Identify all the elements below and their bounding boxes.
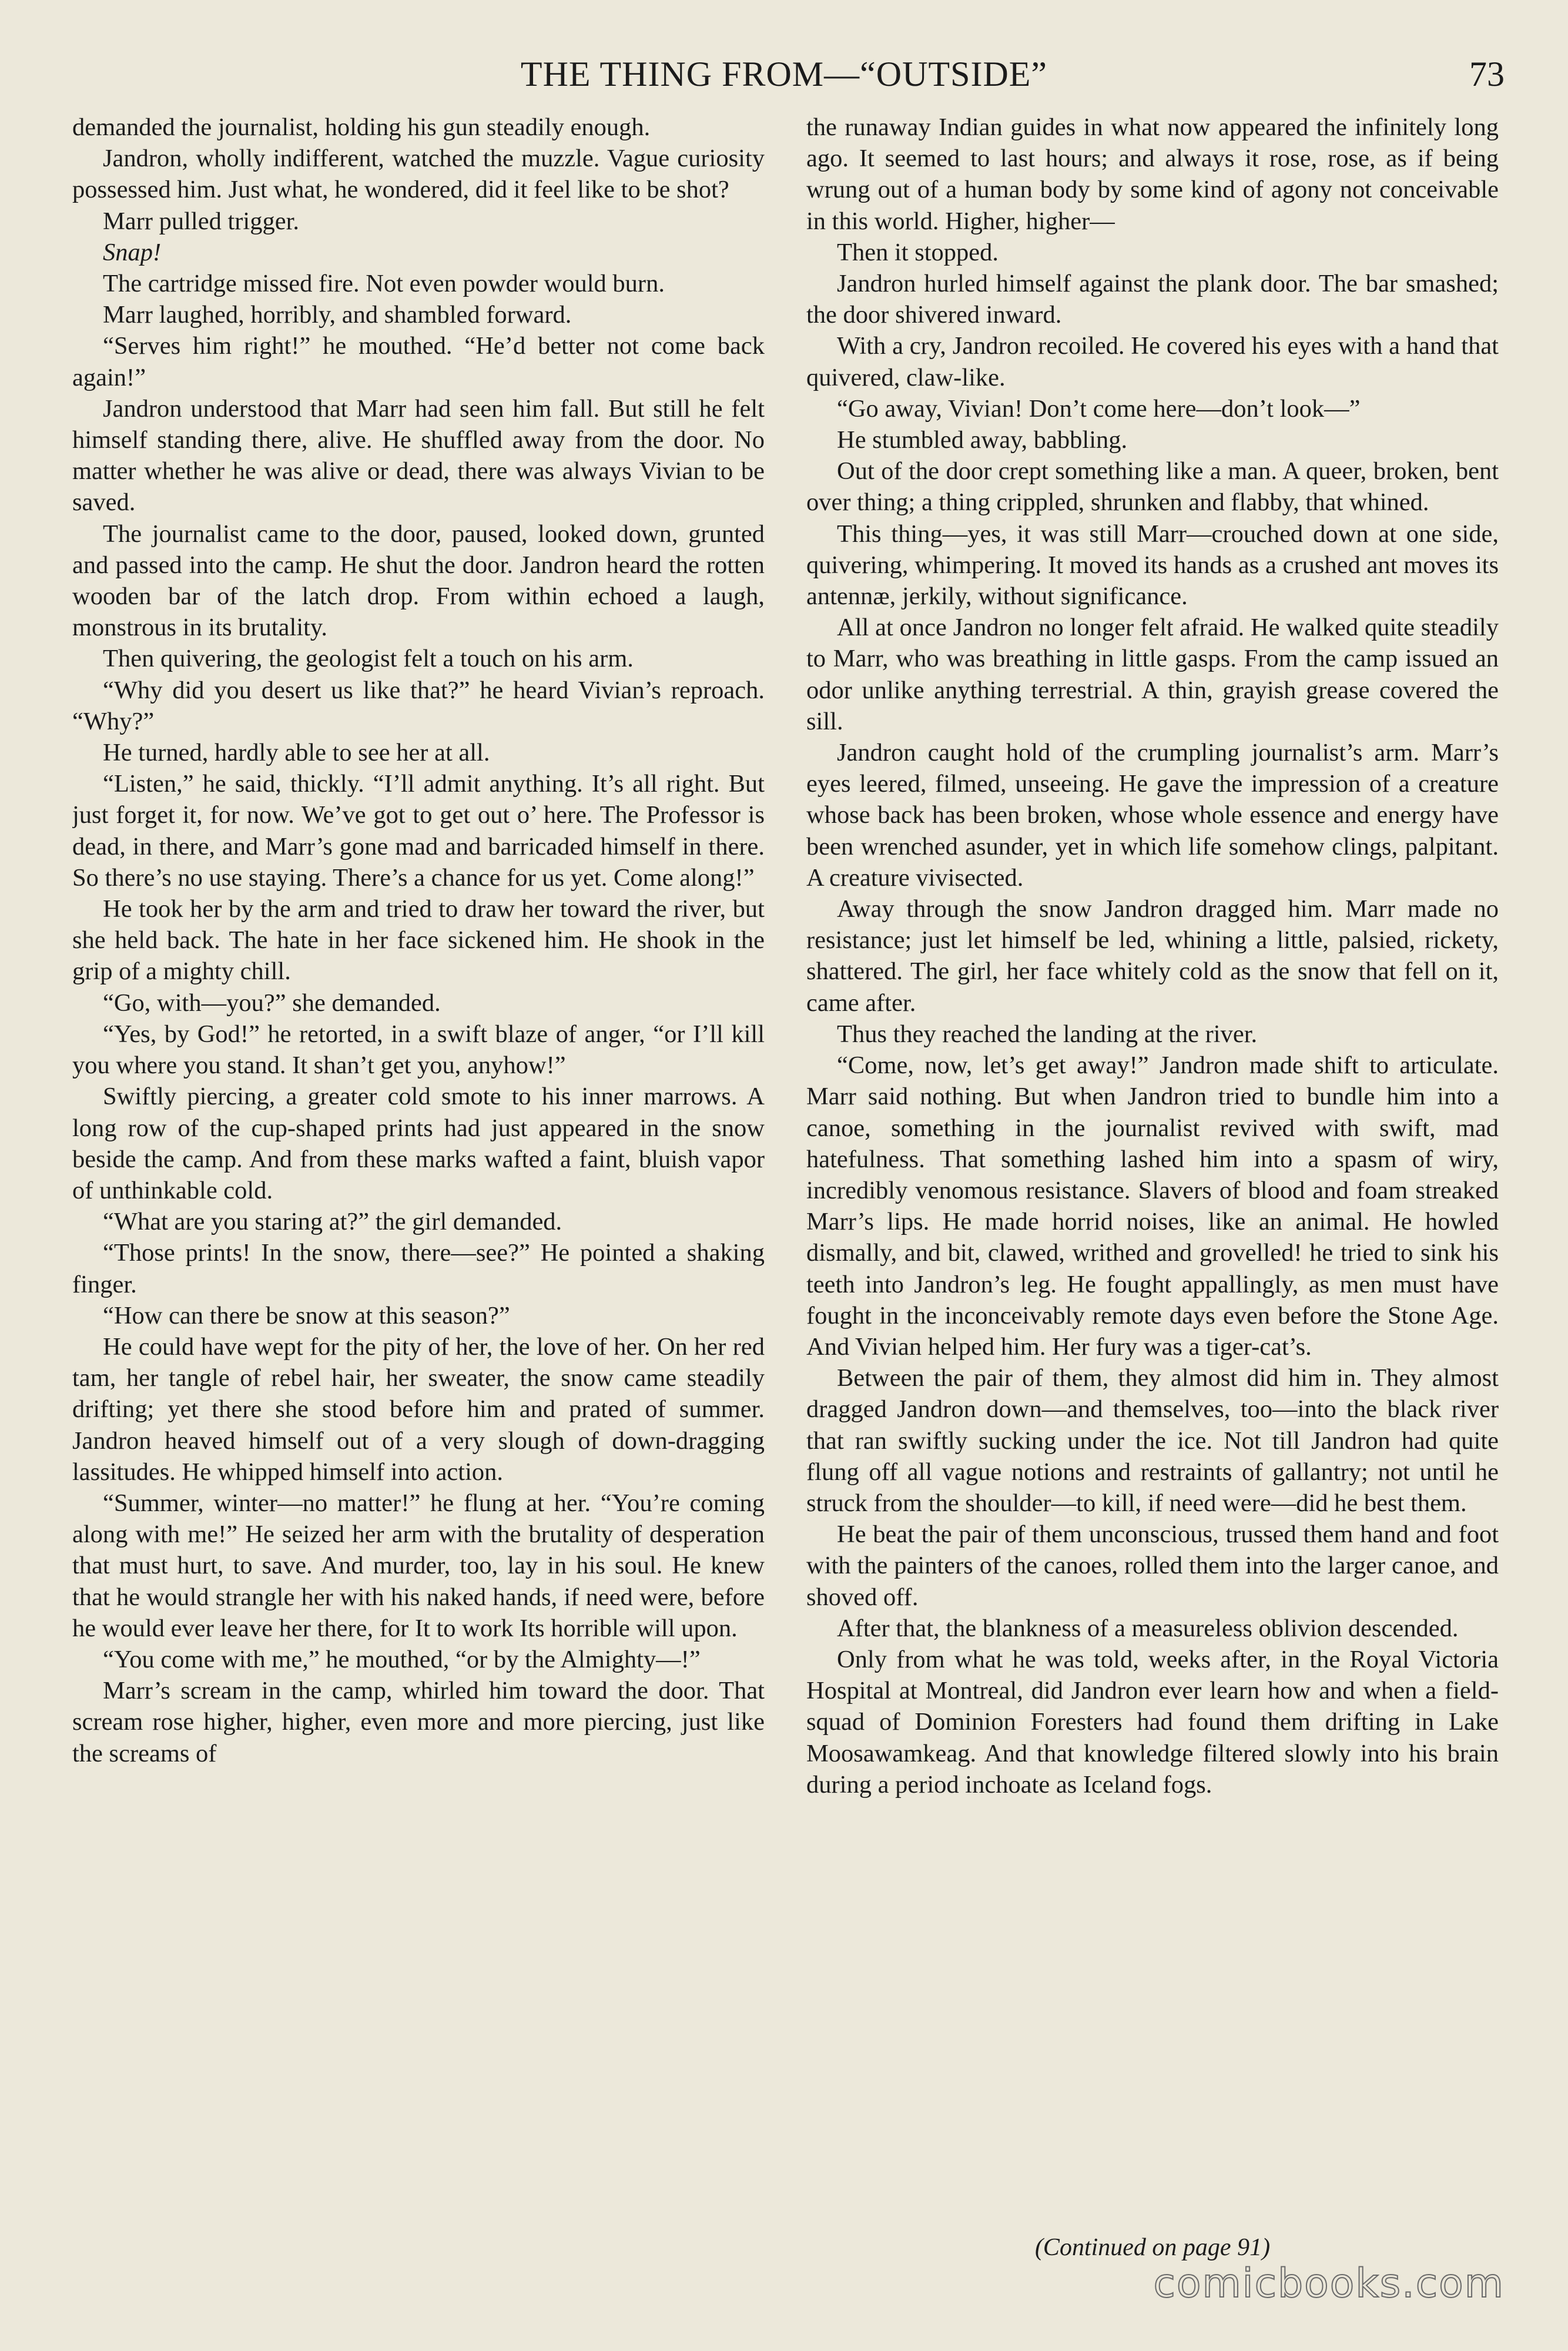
watermark: comicbooks.com <box>1153 2260 1505 2307</box>
paragraph: Snap! <box>103 238 162 266</box>
continued-notice: (Continued on page 91) <box>1034 2234 1271 2261</box>
paragraph: “Why did you desert us like that?” he heard Vivian’s reproach. “Why?” <box>72 676 765 735</box>
paragraph: Out of the door crept something like a man. A queer, broken, bent over thing; a thing crippled, shrunken and flabby, that whined. <box>806 457 1499 517</box>
paragraph: He stumbled away, babbling. <box>837 426 1128 454</box>
paragraph: Marr pulled trigger. <box>103 207 300 235</box>
paragraph: Jandron hurled himself against the plank door. The bar smashed; the door shivered inward. <box>806 270 1499 329</box>
paragraph: Away through the snow Jandron dragged him. Marr made no resistance; just let himself be led, whining a little, palsied, rickety, shattered. The girl, her face whitely cold as the snow that fell on it, came after. <box>806 895 1499 1017</box>
paragraph: Jandron understood that Marr had seen him fall. But still he felt himself standing there, alive. He shuffled away from the door. No matter whether he was alive or dead, there was always Vivian to be saved. <box>72 394 765 517</box>
paragraph: Then it stopped. <box>837 238 999 266</box>
paragraph: Marr laughed, horribly, and shambled forward. <box>103 301 572 329</box>
paragraph: With a cry, Jandron recoiled. He covered his eyes with a hand that quivered, claw-like. <box>806 332 1499 391</box>
right-text-column <box>806 112 1499 2228</box>
paragraph: “Listen,” he said, thickly. “I’ll admit anything. It’s all right. But just forget it, for now. We’ve got to get out o’ here. The Professor is dead, in there, and Marr’s gone mad and barricaded himself in there. So there’s no use staying. There’s a chance for us yet. Come along!” <box>72 770 765 892</box>
paragraph: The journalist came to the door, paused, looked down, grunted and passed into the camp. He shut the door. Jandron heard the rotten wooden bar of the latch drop. From within echoed a laugh, monstrous in its brutality. <box>72 520 765 642</box>
paragraph: Swiftly piercing, a greater cold smote to his inner marrows. A long row of the cup-shaped prints had just appeared in the snow beside the camp. And from these marks wafted a faint, bluish vapor of unthinkable cold. <box>72 1083 765 1204</box>
paragraph: “Go away, Vivian! Don’t come here—don’t look—” <box>837 394 1361 423</box>
running-title: THE THING FROM—“OUTSIDE” <box>520 55 1048 93</box>
paragraph: “Those prints! In the snow, there—see?” He pointed a shaking finger. <box>72 1239 765 1298</box>
paragraph: Jandron caught hold of the crumpling journalist’s arm. Marr’s eyes leered, filmed, unseeing. He gave the impression of a creature whose back has been broken, whose whole essence and energy have been wrenched asunder, yet in which life somehow clings, palpitant. A creature vivisected. <box>806 739 1499 892</box>
left-text-column <box>72 112 765 2228</box>
paragraph: demanded the journalist, holding his gun steadily enough. <box>72 113 651 141</box>
paragraph: “Come, now, let’s get away!” Jandron made shift to articulate. Marr said nothing. But when Jandron tried to bundle him into a canoe, something in the journalist revived with swift, mad hatefulness. That something lashed him into a spasm of wiry, incredibly venomous resistance. Slavers of blood and foam streaked Marr’s lips. He made horrid noises, like an animal. He howled dismally, and bit, clawed, writhed and grovelled! he tried to sink his teeth into Jandron’s leg. He fought appallingly, as men must have fought in the inconceivably remote days even before the Stone Age. And Vivian helped him. Her fury was a tiger-cat’s. <box>806 1051 1499 1361</box>
paragraph: “What are you staring at?” the girl demanded. <box>103 1208 562 1236</box>
page-number: 73 <box>1469 55 1505 93</box>
paragraph: He took her by the arm and tried to draw her toward the river, but she held back. The hate in her face sickened him. He shook in the grip of a mighty chill. <box>72 895 765 986</box>
page-header <box>0 54 1568 107</box>
paragraph: After that, the blankness of a measureless oblivion descended. <box>837 1614 1459 1642</box>
paragraph: Only from what he was told, weeks after, in the Royal Victoria Hospital at Montreal, did Jandron ever learn how and when a field-squad of Dominion Foresters had found them drifting in Lake Moosawamkeag. And that knowledge filtered slowly into his brain during a period inchoate as Iceland fogs. <box>806 1645 1499 1799</box>
paragraph: “You come with me,” he mouthed, “or by the Almighty—!” <box>103 1645 701 1673</box>
paragraph: “Summer, winter—no matter!” he flung at her. “You’re coming along with me!” He seized her arm with the brutality of desperation that must hurt, to save. And murder, too, lay in his soul. He knew that he would strangle her with his naked hands, if need were, before he would ever leave her there, for It to work Its horrible will upon. <box>72 1489 765 1642</box>
paragraph: He beat the pair of them unconscious, trussed them hand and foot with the painters of the canoes, rolled them into the larger canoe, and shoved off. <box>806 1521 1499 1611</box>
paragraph: Then quivering, the geologist felt a touch on his arm. <box>103 645 634 673</box>
paragraph: “Serves him right!” he mouthed. “He’d better not come back again!” <box>72 332 765 391</box>
paragraph: All at once Jandron no longer felt afraid. He walked quite steadily to Marr, who was breathing in little gasps. From the camp issued an odor unlike anything terrestrial. A thin, grayish grease covered the sill. <box>806 614 1499 735</box>
paragraph: The cartridge missed fire. Not even powder would burn. <box>103 270 665 298</box>
paragraph: This thing—yes, it was still Marr—crouched down at one side, quivering, whimpering. It moved its hands as a crushed ant moves its antennæ, jerkily, without significance. <box>806 520 1499 611</box>
paragraph: He turned, hardly able to see her at all. <box>103 739 490 767</box>
paragraph: “How can there be snow at this season?” <box>103 1301 510 1329</box>
paragraph: the runaway Indian guides in what now appeared the infinitely long ago. It seemed to last hours; and always it rose, rose, as if being wrung out of a human body by some kind of agony not conceivable in this world. Higher, higher— <box>806 113 1499 235</box>
paragraph: “Yes, by God!” he retorted, in a swift blaze of anger, “or I’ll kill you where you stand. It shan’t get you, anyhow!” <box>72 1020 765 1080</box>
paragraph: Marr’s scream in the camp, whirled him toward the door. That scream rose higher, higher, even more and more piercing, just like the screams of <box>72 1677 765 1767</box>
paragraph: Thus they reached the landing at the river. <box>837 1020 1258 1048</box>
paragraph: He could have wept for the pity of her, the love of her. On her red tam, her tangle of rebel hair, her sweater, the snow came steadily drifting; yet there she stood before him and prated of summer. Jandron heaved himself out of a very slough of down-dragging lassitudes. He whipped himself into action. <box>72 1332 765 1486</box>
continued-text: (Continued on page 91 <box>1034 2234 1262 2261</box>
paragraph: Between the pair of them, they almost did him in. They almost dragged Jandron down—and themselves, too—into the black river that ran swiftly sucking under the ice. Not till Jandron had quite flung off all vague notions and restraints of gallantry; not until he struck from the shoulder—to kill, if need were—did he best them. <box>806 1364 1499 1517</box>
paragraph: “Go, with—you?” she demanded. <box>103 989 441 1017</box>
paragraph: Jandron, wholly indifferent, watched the muzzle. Vague curiosity possessed him. Just what, he wondered, did it feel like to be shot? <box>72 145 765 204</box>
